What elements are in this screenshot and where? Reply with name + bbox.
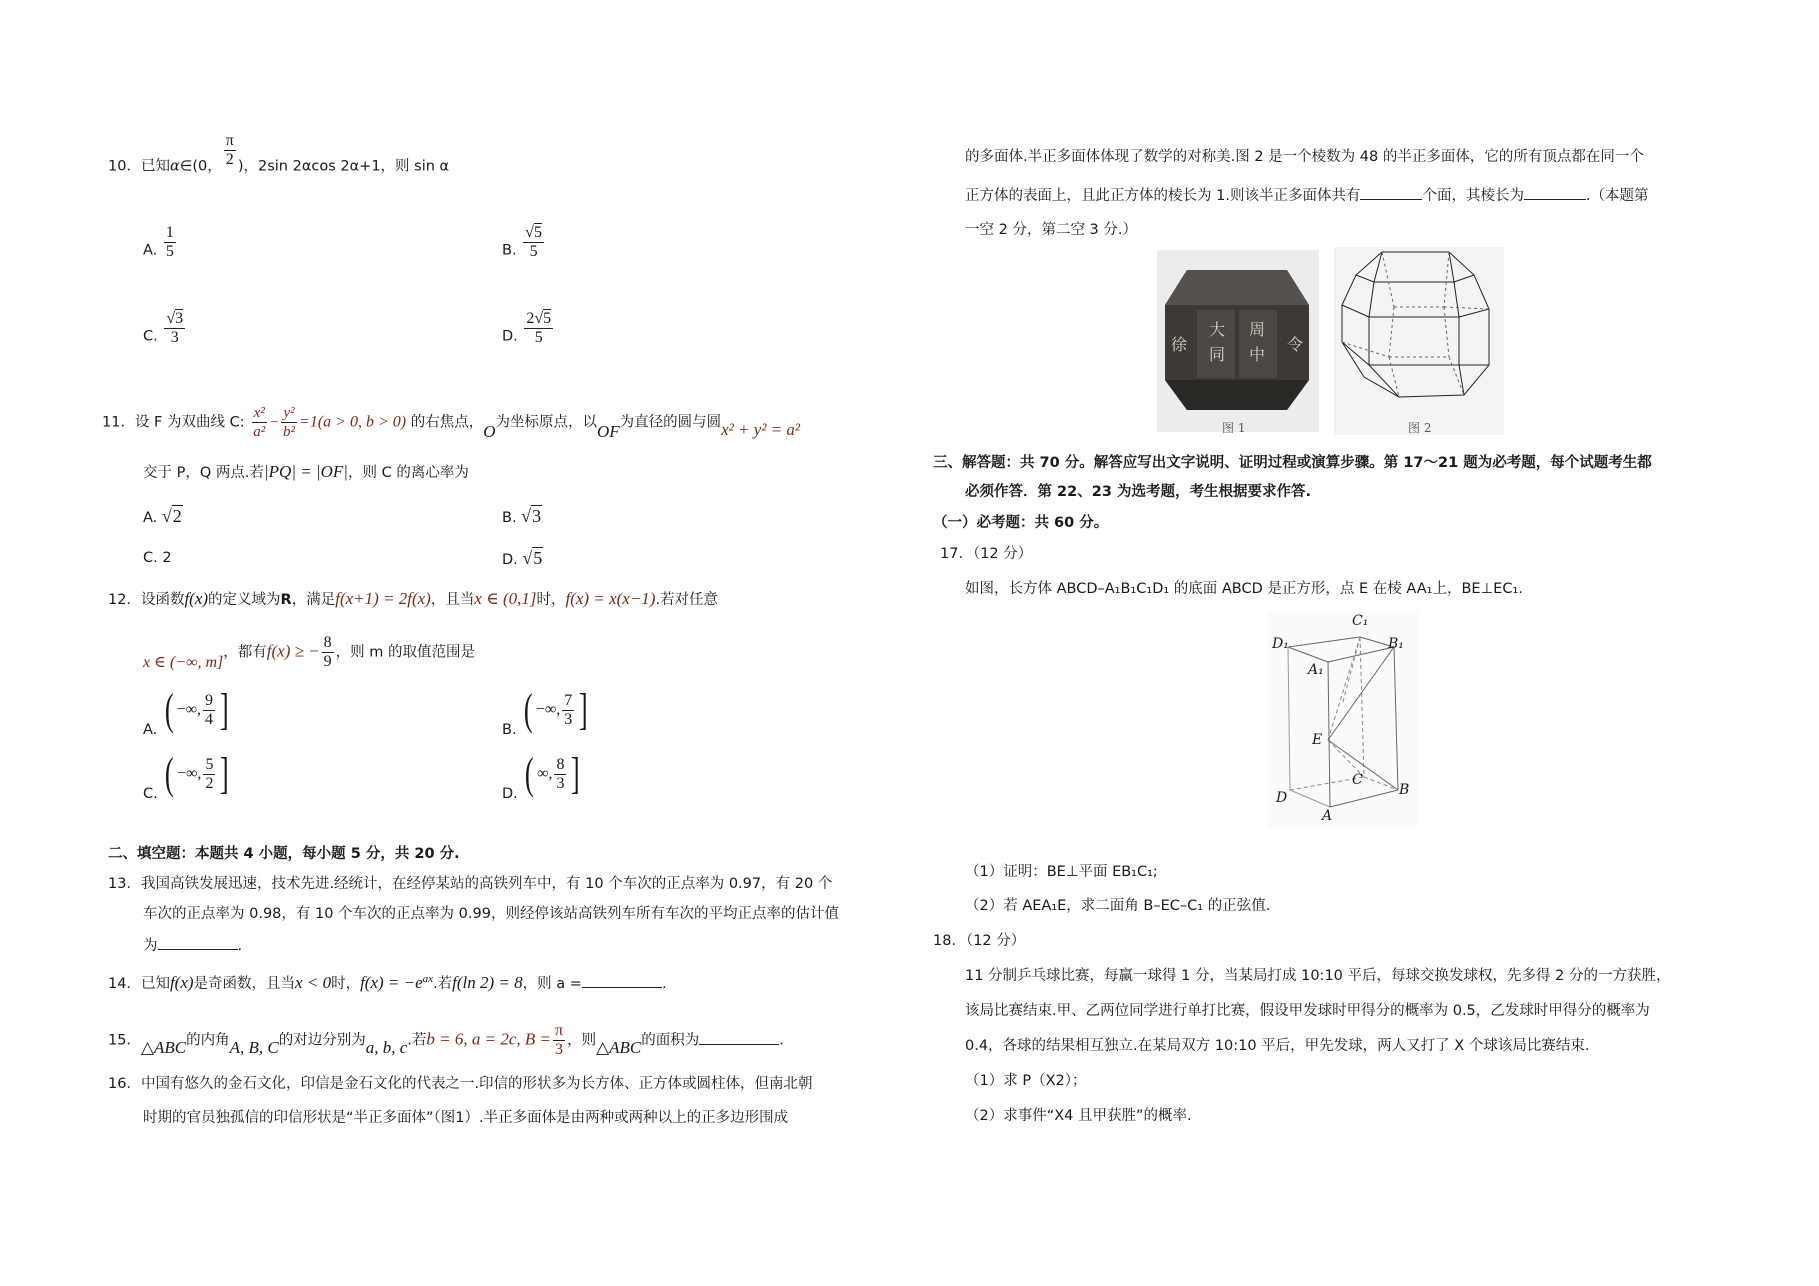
q14-stem: 14．已知f(x)是奇函数，且当x < 0时，$f(x) = -e^{ax}$.若f(ln 2) = 8，则 a = . xyxy=(108,972,667,992)
answer-blank[interactable] xyxy=(158,935,238,950)
sqrt-sign: √ xyxy=(522,548,533,568)
figure1-caption: 图 1 xyxy=(1222,421,1246,435)
figure2-caption: 图 2 xyxy=(1408,421,1432,435)
q11-option-b: B. √3 xyxy=(502,506,542,526)
paren-left: ( xyxy=(524,685,533,734)
paren-left: ( xyxy=(165,749,175,798)
answer-blank[interactable] xyxy=(699,1030,779,1045)
vertex-label-a1: A₁ xyxy=(1308,662,1324,678)
seal-char: 令 xyxy=(1286,335,1304,354)
answer-blank-faces[interactable] xyxy=(1360,185,1422,200)
q11-option-d: D. √5 xyxy=(502,548,543,568)
q10-frac: $\frac{\pi}{2}$ xyxy=(225,132,234,168)
q17-figure-prism xyxy=(1268,612,1418,827)
seal-char: 徐 xyxy=(1170,335,1188,354)
q12-option-d: D. ( ∞, $\frac{8}{3}$ ] xyxy=(502,749,581,802)
vertex-label-b1: B₁ xyxy=(1388,636,1404,652)
q11-stem: 11．设 F 为双曲线 C: $\frac{\text{x²}}{\text{a²}}$ − $\frac{\text{y²}}{\text{b²}}$ =1(a > 0, b > 0) 的右焦点，O为坐标原点，以OF为直径的圆与圆x² + y² = a² xyxy=(102,405,800,441)
q15-stem: 15．△ABC的内角A, B, C的对边分别为a, b, c.若b = 6, a = 2c, B = $\frac{\pi}{3}$ ，则△ABC的面积为 . xyxy=(108,1022,784,1058)
q11-option-c: C. 2 xyxy=(143,550,172,566)
seal-char: 周 xyxy=(1248,320,1266,339)
q12-option-b: B. ( −∞, $\frac{7}{3}$ ] xyxy=(502,685,588,738)
answer-blank[interactable] xyxy=(582,973,662,988)
q12-option-a: A. ( −∞, $\frac{9}{4}$ ] xyxy=(143,685,229,738)
q11-option-a: A. √2 xyxy=(143,506,182,526)
q18-line3: 0.4，各球的结果相互独立.在某局双方 10:10 平后，甲先发球，两人又打了 X 个球该局比赛结束. xyxy=(965,1038,1590,1054)
q10-option-c: C. $\frac{√3}{3}$ xyxy=(143,310,184,346)
figure1-seal-photo xyxy=(1157,250,1319,432)
seal-image xyxy=(1157,250,1319,432)
sqrt-sign: √ xyxy=(166,310,176,327)
figure2-polyhedron xyxy=(1334,247,1504,435)
q12-stem: 12．设函数f(x)的定义域为R，满足f(x+1) = 2f(x)，且当x ∈ (0,1]时，f(x) = x(x−1).若对任意 xyxy=(108,589,719,608)
q17-stem: 如图，长方体 ABCD–A₁B₁C₁D₁ 的底面 ABCD 是正方形，点 E 在棱 AA₁上，BE⊥EC₁. xyxy=(965,581,1523,597)
q10-stem: 10．已知α∈(0， $\frac{\pi}{2}$ )，2sin 2αcos 2α+1，则 sin α xyxy=(108,132,450,175)
q18-part2: （2）求事件“X4 且甲获胜”的概率. xyxy=(965,1108,1192,1124)
q10-option-b: B. $\frac{√5}{5}$ xyxy=(502,224,542,260)
q12-option-c: C. ( −∞, $\frac{5}{2}$ ] xyxy=(143,749,230,802)
q17-header: 17．（12 分） xyxy=(940,546,1033,562)
seal-char: 中 xyxy=(1248,345,1266,364)
vertex-label-c1: C₁ xyxy=(1352,613,1369,629)
bracket-right: ] xyxy=(220,749,230,798)
section2-title: 二、填空题：本题共 4 小题，每小题 5 分，共 20 分. xyxy=(108,846,460,862)
sqrt-sign: √ xyxy=(161,506,172,526)
q16-right-line2: 正方体的表面上，且此正方体的棱长为 1.则该半正多面体共有 个面，其棱长为 .（本题第 xyxy=(965,185,1649,205)
q10-option-d: D. $\frac{2√5}{5}$ xyxy=(502,310,552,346)
vertex-label-d: D xyxy=(1276,790,1288,806)
q18-line2: 该局比赛结束.甲、乙两位同学进行单打比赛，假设甲发球时甲得分的概率为 0.5，乙发球时甲得分的概率为 xyxy=(965,1003,1650,1019)
sqrt-sign: √ xyxy=(525,224,534,241)
vertex-label-b: B xyxy=(1399,782,1410,798)
q16-line1: 16．中国有悠久的金石文化，印信是金石文化的代表之一.印信的形状多为长方体、正方体或圆柱体，但南北朝 xyxy=(108,1076,813,1092)
q13-line1: 13．我国高铁发展迅速，技术先进.经统计，在经停某站的高铁列车中，有 10 个车次的正点率为 0.97，有 20 个 xyxy=(108,876,833,892)
section3-sub: （一）必考题：共 60 分。 xyxy=(933,515,1109,531)
q16-right-line3: 一空 2 分，第二空 3 分.） xyxy=(965,222,1137,238)
bracket-right: ] xyxy=(571,749,581,798)
section3-line1: 三、解答题：共 70 分。解答应写出文字说明、证明过程或演算步骤。第 17～21 题为必考题，每个试题考生都 xyxy=(933,455,1652,471)
sqrt-sign: √ xyxy=(534,310,544,327)
q17-part2: （2）若 AEA₁E，求二面角 B–EC–C₁ 的正弦值. xyxy=(965,898,1271,914)
q18-line1: 11 分制乒乓球比赛，每赢一球得 1 分，当某局打成 10:10 平后，每球交换发球权，先多得 2 分的一方获胜， xyxy=(965,968,1671,984)
q11-line2: 交于 P，Q 两点.若|PQ| = |OF|，则 C 的离心率为 xyxy=(143,462,469,481)
sqrt-sign: √ xyxy=(521,506,532,526)
q18-part1: （1）求 P（X2）； xyxy=(965,1073,1087,1089)
seal-char: 大 xyxy=(1208,320,1226,339)
section3-line2: 必须作答．第 22、23 为选考题，考生根据要求作答. xyxy=(965,484,1311,500)
bracket-right: ] xyxy=(579,685,588,734)
paren-left: ( xyxy=(164,685,174,734)
q18-header: 18．（12 分） xyxy=(933,933,1026,949)
q17-part1: （1）证明：BE⊥平面 EB₁C₁; xyxy=(965,864,1158,880)
answer-blank-edge[interactable] xyxy=(1524,185,1586,200)
seal-char: 同 xyxy=(1208,345,1226,364)
q16-line2: 时期的官员独孤信的印信形状是“半正多面体”（图1）.半正多面体是由两种或两种以上的正多边形围成 xyxy=(143,1110,789,1126)
q13-line3: 为 . xyxy=(143,935,242,955)
polyhedron-drawing xyxy=(1334,247,1504,435)
vertex-label-e: E xyxy=(1312,732,1323,748)
q16-right-line1: 的多面体.半正多面体体现了数学的对称美.图 2 是一个棱数为 48 的半正多面体，它的所有顶点都在同一个 xyxy=(965,149,1644,165)
q12-line2: x ∈ (−∞, m]，都有f(x) ≥ − $\frac{8}{9}$ ，则 m 的取值范围是 xyxy=(143,634,476,671)
vertex-label-a: A xyxy=(1322,808,1333,824)
q13-line2: 车次的正点率为 0.98，有 10 个车次的正点率为 0.99，则经停该站高铁列车所有车次的平均正点率的估计值 xyxy=(143,906,839,922)
vertex-label-d1: D₁ xyxy=(1272,636,1289,652)
q10-option-a: A. $\frac{1}{5}$ xyxy=(143,224,174,260)
vertex-label-c: C xyxy=(1352,772,1363,788)
bracket-right: ] xyxy=(219,685,229,734)
paren-left: ( xyxy=(525,749,535,798)
